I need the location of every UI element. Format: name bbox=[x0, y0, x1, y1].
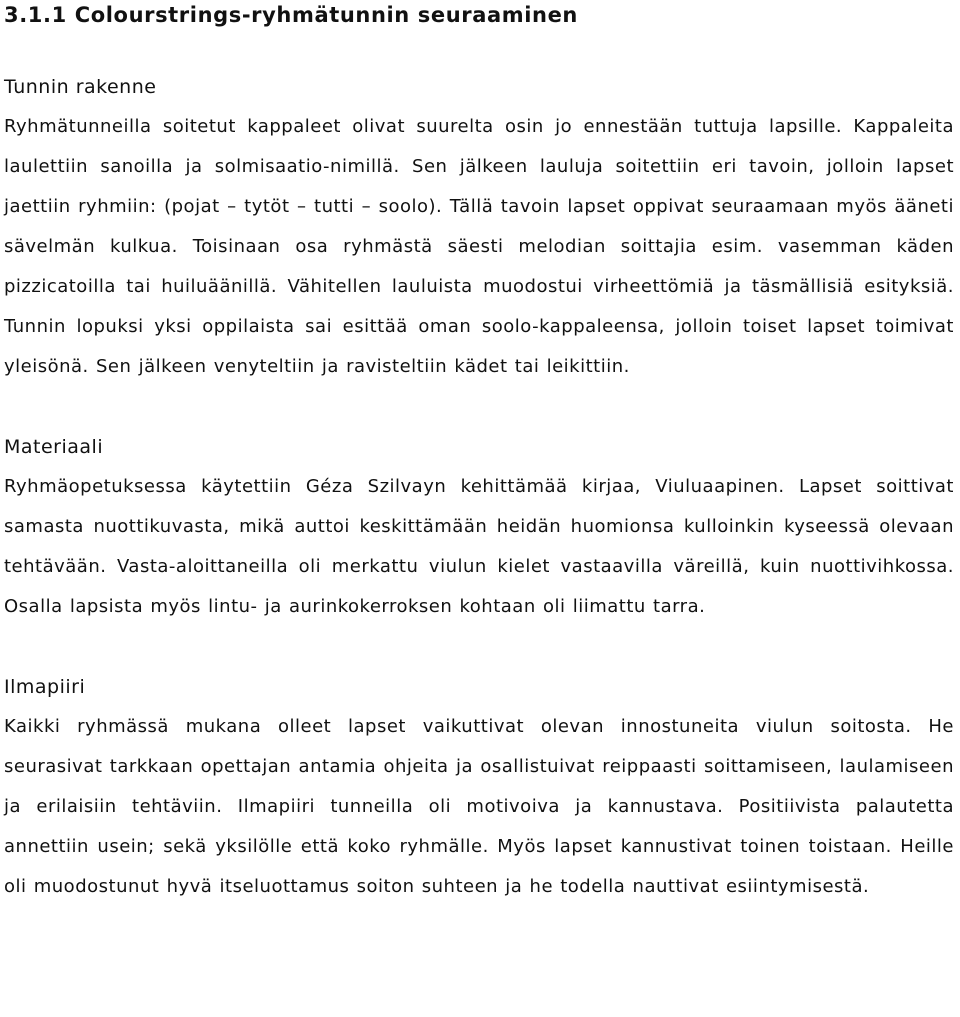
page-title: 3.1.1 Colourstrings-ryhmätunnin seuraaminen bbox=[4, 3, 578, 27]
document-page bbox=[4, 0, 954, 907]
section-body-ilmapiiri: Kaikki ryhmässä mukana olleet lapset vaikuttivat olevan innostuneita viulun soitosta. He seurasivat tarkkaan opettajan antamia ohjeita ja osallistuivat reippaasti soittamiseen, laulamiseen ja erilaisiin tehtäviin. Ilmapiiri tunneilla oli motivoiva ja kannustava. Positiivista palautetta annettiin usein; sekä yksilölle että koko ryhmälle. Myös lapset kannustivat toinen toistaan. Heille oli muodostunut hyvä itseluottamus soiton suhteen ja he todella nauttivat esiintymisestä. bbox=[4, 716, 954, 897]
section-title-ilmapiiri: Ilmapiiri bbox=[4, 676, 86, 698]
section-title-tunnin-rakenne: Tunnin rakenne bbox=[4, 76, 157, 98]
section-body-materiaali: Ryhmäopetuksessa käytettiin Géza Szilvayn kehittämää kirjaa, Viuluaapinen. Lapset soittivat samasta nuottikuvasta, mikä auttoi keskittämään heidän huomionsa kulloinkin kyseessä olevaan tehtävään. Vasta-aloittaneilla oli merkattu viulun kielet vastaavilla väreillä, kuin nuottivihkossa. Osalla lapsista myös lintu- ja aurinkokerroksen kohtaan oli liimattu tarra. bbox=[4, 476, 954, 617]
section-body-tunnin-rakenne: Ryhmätunneilla soitetut kappaleet olivat suurelta osin jo ennestään tuttuja lapsille. Kappaleita laulettiin sanoilla ja solmisaatio-nimillä. Sen jälkeen lauluja soitettiin eri tavoin, jolloin lapset jaettiin ryhmiin: (pojat – tytöt – tutti – soolo). Tällä tavoin lapset oppivat seuraamaan myös ääneti sävelmän kulkua. Toisinaan osa ryhmästä säesti melodian soittajia esim. vasemman käden pizzicatoilla tai huiluäänillä. Vähitellen lauluista muodostui virheettömiä ja täsmällisiä esityksiä. Tunnin lopuksi yksi oppilaista sai esittää oman soolo-kappaleensa, jolloin toiset lapset toimivat yleisönä. Sen jälkeen venyteltiin ja ravisteltiin kädet tai leikittiin. bbox=[4, 116, 954, 377]
section-title-materiaali: Materiaali bbox=[4, 436, 104, 458]
